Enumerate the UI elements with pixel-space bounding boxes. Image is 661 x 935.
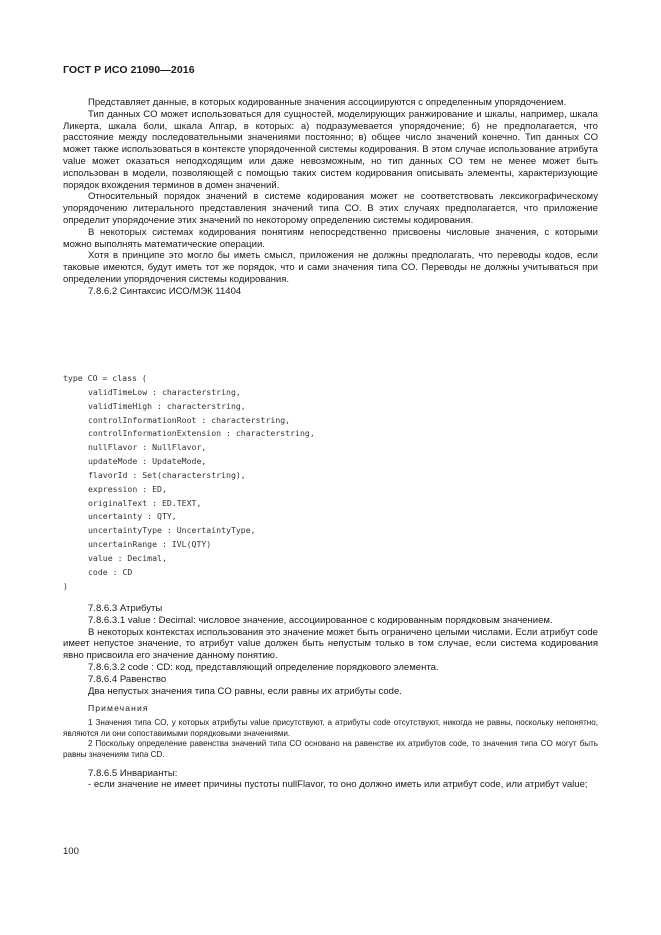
page-number: 100	[63, 846, 79, 857]
note: 1 Значения типа CO, у которых атрибуты value присутствуют, а атрибуты code отсутствуют, никогда не равны, поскольку непонятно, являются ли они сопоставимыми порядковыми значениями.	[63, 718, 598, 738]
standard-header: ГОСТ Р ИСО 21090—2016	[63, 64, 195, 76]
code-line: )	[63, 580, 68, 591]
paragraph: Тип данных CO может использоваться для сущностей, моделирующих ранжирование и шкалы, например, шкала Ликерта, шкала боли, шкала Апгар, в которых: а) подразумевается упорядочение; б) не предполагается, что расстояние между последовательными значениями постоянно; в) общее число значений конечно. Тип данных CO может также использоваться в контексте упорядоченной системы кодирования. В этом случае использование атрибута value может оказаться неподходящим или даже невозможным, но тип данных CO тем не менее может быть использован в модели, позволяющей с помощью таких систем кодирования описывать элементы, характеризующие порядок вхождения терминов в домен значений.	[63, 108, 598, 191]
paragraph: В некоторых контекстах использования это значение может быть ограничено целыми числами. Если атрибут code имеет непустое значение, то атрибут value должен быть непустым только в том случае, если система кодирования явно присвоила его значение данному понятию.	[63, 626, 598, 662]
code-line: originalText : ED.TEXT,	[88, 497, 202, 508]
section-heading: 7.8.6.3 Атрибуты	[88, 603, 163, 614]
code-line: validTimeLow : characterstring,	[88, 386, 241, 397]
attributes-section	[63, 603, 598, 791]
code-line: type CO = class (	[63, 373, 147, 383]
code-line: validTimeHigh : characterstring,	[88, 400, 246, 411]
notes-heading: Примечания	[88, 703, 149, 714]
paragraph: Представляет данные, в которых кодированные значения ассоциируются с определенным упорядочением.	[88, 97, 567, 108]
code-line: uncertainty : QTY,	[88, 511, 177, 522]
paragraph: - если значение не имеет причины пустоты nullFlavor, то оно должно иметь или атрибут code, или атрибут value;	[88, 779, 588, 791]
code-line: uncertainRange : IVL(QTY)	[88, 539, 212, 550]
syntax-heading: 7.8.6.2 Синтаксис ИСО/МЭК 11404	[88, 285, 242, 297]
code-line: updateMode : UpdateMode,	[88, 456, 207, 467]
paragraph: Два непустых значения типа CO равны, если равны их атрибуты code.	[88, 685, 402, 697]
code-line: controlInformationExtension : characterstring,	[88, 428, 315, 439]
paragraph: Хотя в принципе это могло бы иметь смысл, приложения не должны предполагать, что переводы кодов, если таковые имеются, будут иметь тот же порядок, что и сами значения типа CO. Переводы не должны учитываться при определении упорядочения системы кодирования.	[63, 250, 598, 285]
intro-text	[63, 97, 598, 298]
code-line: uncertaintyType : UncertaintyType,	[88, 525, 256, 536]
code-line: value : Decimal,	[88, 552, 167, 563]
paragraph: В некоторых системах кодирования понятиям непосредственно присвоены числовые значения, с которыми можно выполнять математические операции.	[63, 226, 598, 250]
code-line: flavorId : Set(characterstring),	[88, 469, 246, 480]
code-line: controlInformationRoot : characterstring,	[88, 414, 291, 425]
paragraph: 7.8.6.3.1 value : Decimal: числовое значение, ассоциированное с кодированным порядковым значением.	[88, 614, 553, 626]
code-line: nullFlavor : NullFlavor,	[88, 442, 207, 453]
code-line: code : CD	[88, 566, 133, 577]
code-line: expression : ED,	[88, 483, 167, 494]
paragraph: 7.8.6.3.2 code : CD: код, представляющий определение порядкового элемента.	[88, 661, 439, 673]
code-block	[63, 372, 598, 594]
paragraph: Относительный порядок значений в системе кодирования может не соответствовать лексикографическому упорядочению литерального представления значений типа CO. В этих случаях предполагается, что приложение определит упорядочение этих значений по некоторому определению системы кодирования.	[63, 191, 598, 226]
section-heading: 7.8.6.4 Равенство	[88, 673, 167, 685]
section-heading: 7.8.6.5 Инварианты:	[88, 767, 178, 779]
note: 2 Поскольку определение равенства значений типа CO основано на равенстве их атрибутов code, то значения типа CO могут быть равны значениям типа CD.	[63, 739, 598, 759]
